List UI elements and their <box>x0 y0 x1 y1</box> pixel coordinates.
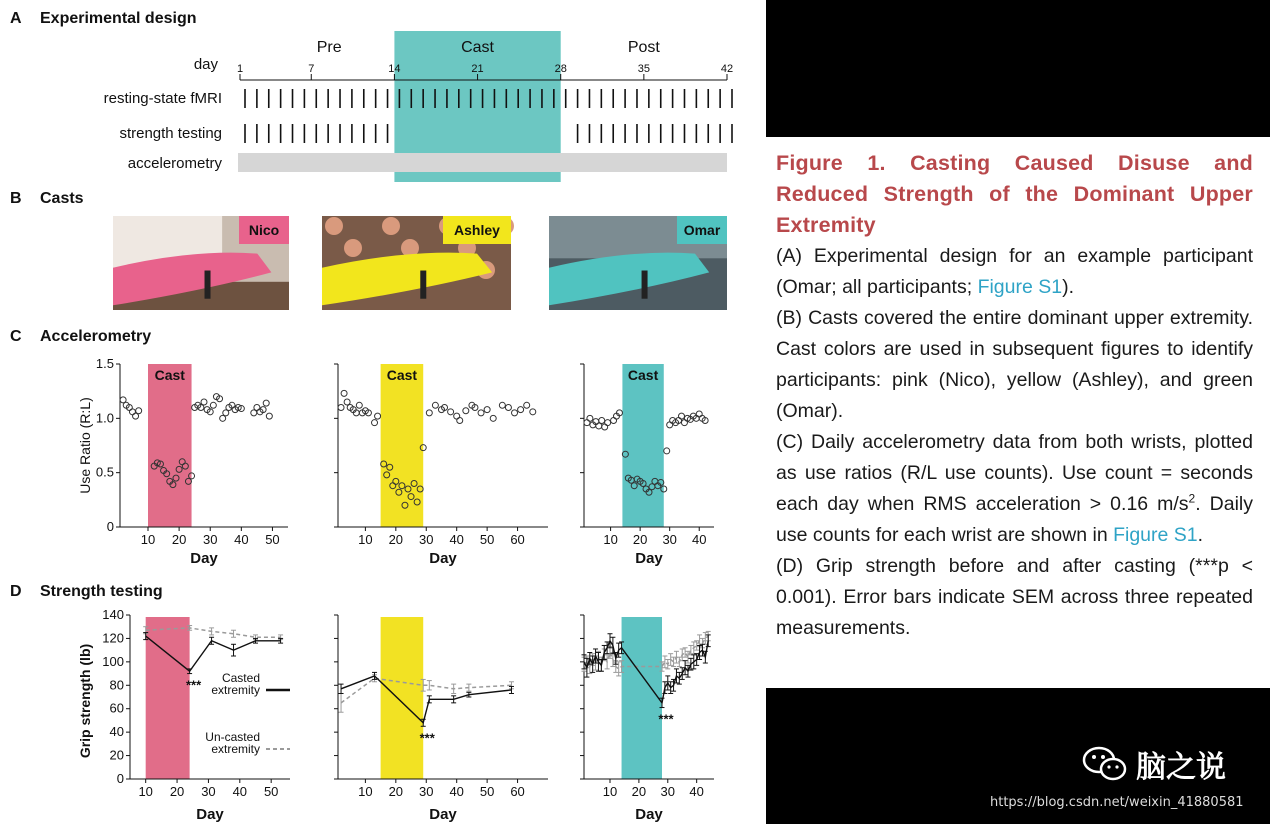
day-axis-label: day <box>193 56 218 73</box>
watermark-url: https://blog.csdn.net/weixin_41880581 <box>990 795 1244 810</box>
use-ratio-point <box>679 413 685 419</box>
day-tick-label: 7 <box>308 63 315 75</box>
x-tick-label: 40 <box>689 784 704 799</box>
use-ratio-point <box>611 418 617 424</box>
y-tick-label: 0.5 <box>95 464 114 480</box>
cast-photo-ashley <box>322 216 514 310</box>
use-ratio-point <box>448 409 454 415</box>
use-ratio-point <box>372 420 378 426</box>
use-ratio-point <box>599 418 605 424</box>
x-tick-label: 20 <box>632 532 648 547</box>
caption-c: (C) Daily accelerometry data from both wrists, plotted as use ratios (R/L use counts). Use count = seconds each day when RMS acceleration > 0.16 $m/s^2$. Daily use counts for each wrist are shown in Figure S1. <box>776 431 1253 546</box>
accelerometry-chart-2 <box>580 364 714 567</box>
x-tick-label: 40 <box>691 532 707 547</box>
phase-label-post: Post <box>627 39 660 56</box>
use-ratio-point <box>484 407 490 413</box>
x-axis-label: Day <box>190 550 218 567</box>
figure-s1-link[interactable]: Figure S1 <box>977 276 1063 298</box>
use-ratio-point <box>136 408 142 414</box>
wechat-icon <box>1082 744 1128 784</box>
legend-uncasted-label: extremity <box>211 742 260 756</box>
day-tick-label: 42 <box>720 63 734 75</box>
cast-name-label: Ashley <box>454 222 500 238</box>
x-tick-label: 40 <box>232 784 248 799</box>
x-tick-label: 10 <box>358 532 373 547</box>
y-tick-label: 1.0 <box>95 410 114 426</box>
use-ratio-point <box>667 422 673 428</box>
use-ratio-point <box>605 420 611 426</box>
phase-label-cast: Cast <box>461 39 495 56</box>
significance-marker: *** <box>419 730 435 746</box>
x-tick-label: 50 <box>263 784 279 799</box>
x-tick-label: 30 <box>202 532 218 547</box>
caption-d: (D) Grip strength before and after casting (***p < 0.001). Error bars indicate SEM across three repeated measurements. <box>776 555 1253 639</box>
day-tick-label: 28 <box>554 63 567 75</box>
use-ratio-point <box>512 410 518 416</box>
x-axis-label: Day <box>196 806 224 823</box>
day-tick-label: 1 <box>236 63 244 75</box>
use-ratio-point <box>454 413 460 419</box>
x-tick-label: 30 <box>660 784 676 799</box>
cast-period-band <box>381 617 424 779</box>
x-tick-label: 50 <box>479 532 495 547</box>
x-tick-label: 10 <box>358 784 373 799</box>
accelerometry-bar <box>238 153 727 172</box>
use-ratio-point <box>457 418 463 424</box>
use-ratio-point <box>499 402 505 408</box>
cast-period-band <box>148 364 192 527</box>
y-axis-label: Grip strength (lb) <box>77 643 93 759</box>
x-tick-label: 20 <box>388 784 404 799</box>
legend-uncasted-label: Un-casted <box>205 730 260 744</box>
series-line <box>341 678 511 703</box>
use-ratio-point <box>530 409 536 415</box>
row-label-1: strength testing <box>119 125 222 142</box>
panel-letter-b: B <box>10 190 22 207</box>
significance-marker: *** <box>186 677 202 693</box>
use-ratio-point <box>426 410 432 416</box>
caption-title: Figure 1. Casting Caused Disuse and Reduced Strength of the Dominant Upper Extremity <box>776 151 1253 237</box>
use-ratio-point <box>375 413 381 419</box>
cast-band-label: Cast <box>627 367 659 383</box>
wrist-accelerometer <box>642 271 648 299</box>
use-ratio-point <box>696 411 702 417</box>
use-ratio-point <box>478 410 484 416</box>
x-axis-label: Day <box>429 806 457 823</box>
x-tick-label: 20 <box>388 532 404 547</box>
use-ratio-point <box>463 408 469 414</box>
strength-chart-2 <box>580 615 714 823</box>
panel-c-title: Accelerometry <box>40 328 152 345</box>
panel-d <box>10 583 714 823</box>
use-ratio-point <box>524 402 530 408</box>
y-tick-label: 20 <box>109 747 124 763</box>
x-axis-label: Day <box>429 550 457 567</box>
use-ratio-point <box>356 402 362 408</box>
day-tick-label: 21 <box>471 63 484 75</box>
y-tick-label: 60 <box>109 700 124 716</box>
use-ratio-point <box>210 402 216 408</box>
x-tick-label: 20 <box>631 784 647 799</box>
panel-b-title: Casts <box>40 190 84 207</box>
x-tick-label: 20 <box>169 784 185 799</box>
y-tick-label: 0 <box>106 519 114 534</box>
use-ratio-point <box>518 407 524 413</box>
cast-period-band <box>381 364 424 527</box>
phase-label-pre: Pre <box>316 39 342 56</box>
cast-period-band <box>622 617 662 779</box>
use-ratio-point <box>505 404 511 410</box>
strength-chart-0 <box>77 607 290 823</box>
legend-casted-label: extremity <box>211 683 260 697</box>
panel-letter-c: C <box>10 328 22 345</box>
photo-pattern-dot <box>344 239 362 257</box>
y-tick-label: 0 <box>116 771 124 786</box>
use-ratio-point <box>490 415 496 421</box>
x-tick-label: 30 <box>419 532 434 547</box>
legend-casted-label: Casted <box>221 671 260 685</box>
significance-marker: *** <box>658 711 674 727</box>
cast-band-label: Cast <box>386 367 418 383</box>
use-ratio-point <box>664 448 670 454</box>
watermark-name: 脑之说 <box>1136 750 1226 785</box>
casted-series <box>339 672 514 726</box>
cast-band-label: Cast <box>154 367 185 383</box>
x-tick-label: 50 <box>479 784 495 799</box>
photo-pattern-dot <box>382 217 400 235</box>
x-tick-label: 30 <box>201 784 216 799</box>
use-ratio-point <box>587 415 593 421</box>
use-ratio-point <box>681 420 687 426</box>
use-ratio-point <box>201 399 207 405</box>
x-tick-label: 50 <box>265 532 280 547</box>
top-right-black-region <box>766 0 1270 137</box>
legend <box>205 671 290 756</box>
x-tick-label: 30 <box>662 532 677 547</box>
y-tick-label: 80 <box>109 677 124 693</box>
panel-c <box>10 328 714 567</box>
photo-pattern-dot <box>325 217 343 235</box>
caption-b: (B) Casts covered the entire dominant upper extremity. Cast colors are used in subsequent figures to identify participants: pink (Nico), yellow (Ashley), and green (Omar). <box>776 307 1253 422</box>
cast-name-label: Nico <box>248 222 280 238</box>
figure-caption <box>776 148 1253 644</box>
y-tick-label: 120 <box>102 630 124 646</box>
x-tick-label: 10 <box>603 532 618 547</box>
strength-chart-1 <box>334 615 548 823</box>
day-tick-label: 35 <box>637 63 650 75</box>
x-tick-label: 30 <box>419 784 434 799</box>
y-axis-label: Use Ratio (R:L) <box>77 397 93 494</box>
row-label-2: accelerometry <box>127 155 222 172</box>
wrist-accelerometer <box>205 271 211 299</box>
x-tick-label: 10 <box>602 784 618 799</box>
use-ratio-point <box>432 402 438 408</box>
x-tick-label: 40 <box>234 532 249 547</box>
use-ratio-point <box>254 404 260 410</box>
x-tick-label: 10 <box>138 784 153 799</box>
x-tick-label: 60 <box>510 532 525 547</box>
panel-letter-a: A <box>10 10 22 27</box>
use-ratio-point <box>266 413 272 419</box>
panel-letter-d: D <box>10 583 22 600</box>
caption-a: (A) Experimental design for an example participant (Omar; all participants; Figure S1). <box>776 245 1253 298</box>
cast-photo-omar <box>549 216 727 310</box>
x-axis-label: Day <box>635 550 663 567</box>
x-tick-label: 10 <box>140 532 156 547</box>
use-ratio-point <box>129 409 135 415</box>
series-line <box>341 676 511 723</box>
x-tick-label: 40 <box>449 532 464 547</box>
wrist-accelerometer <box>420 271 426 299</box>
accelerometry-chart-0 <box>77 356 288 567</box>
figure-s1-link[interactable]: Figure S1 <box>1113 524 1198 546</box>
day-tick-label: 14 <box>388 63 401 75</box>
x-tick-label: 20 <box>171 532 187 547</box>
y-tick-label: 40 <box>109 724 124 740</box>
panel-b <box>10 190 727 310</box>
use-ratio-point <box>602 424 608 430</box>
y-tick-label: 1.5 <box>95 356 114 371</box>
accelerometry-chart-1 <box>334 364 548 567</box>
cast-name-label: Omar <box>683 222 721 238</box>
x-tick-label: 60 <box>510 784 525 799</box>
y-tick-label: 100 <box>102 653 124 669</box>
x-axis-label: Day <box>635 806 663 823</box>
panel-a-title: Experimental design <box>40 10 197 27</box>
row-label-0: resting-state fMRI <box>103 90 222 107</box>
cast-photo-nico <box>113 216 289 310</box>
use-ratio-point <box>341 390 347 396</box>
x-tick-label: 40 <box>449 784 464 799</box>
watermark <box>1082 740 1226 788</box>
panel-a <box>10 10 733 182</box>
y-tick-label: 140 <box>102 607 124 622</box>
use-ratio-point <box>584 420 590 426</box>
panel-d-title: Strength testing <box>40 583 163 600</box>
cast-period-band <box>622 364 663 527</box>
use-ratio-point <box>263 400 269 406</box>
use-ratio-point <box>338 404 344 410</box>
